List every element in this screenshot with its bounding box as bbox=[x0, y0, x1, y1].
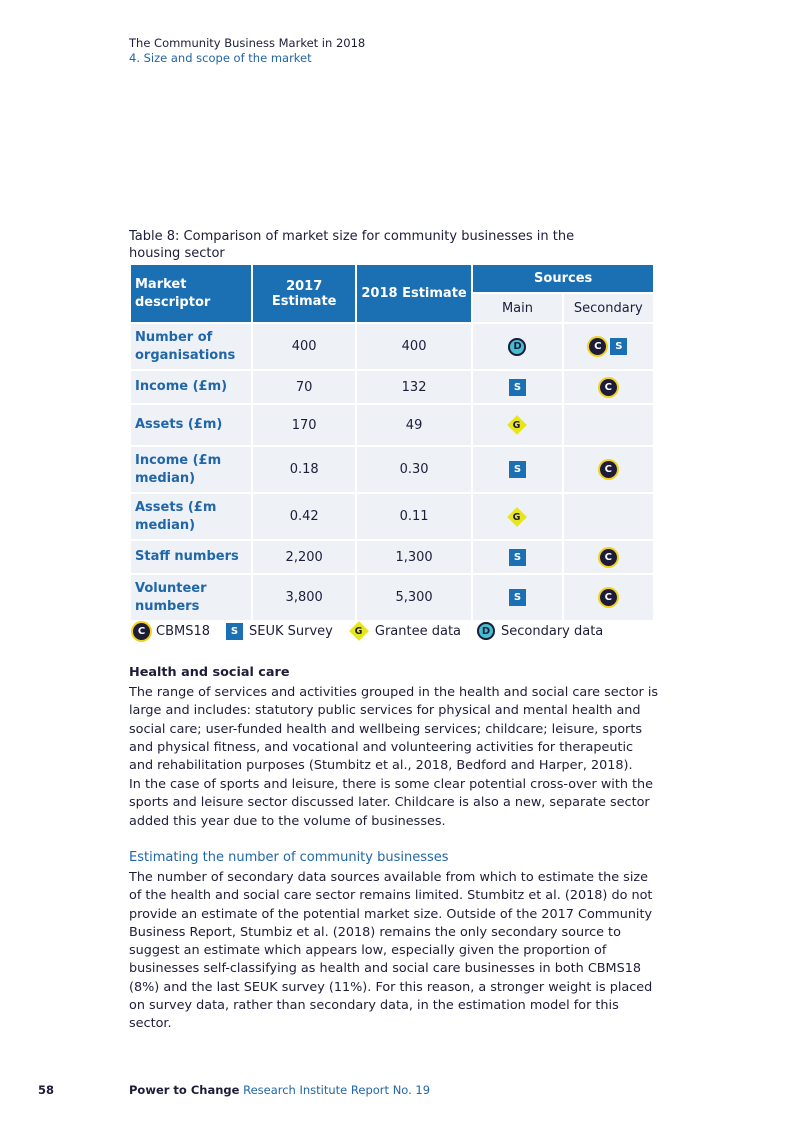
running-header bbox=[129, 36, 365, 66]
cell-source-main bbox=[473, 575, 561, 620]
legend-item-secondary bbox=[477, 622, 603, 640]
seuk-badge-icon: S bbox=[610, 338, 627, 355]
cbms18-badge-icon: C bbox=[589, 338, 606, 355]
footer-report bbox=[129, 1083, 430, 1097]
cell-2018-estimate: 0.30 bbox=[357, 447, 471, 492]
health-social-care-heading: Health and social care bbox=[129, 665, 290, 680]
row-label: Income (£m) bbox=[131, 371, 251, 403]
cell-source-secondary bbox=[564, 371, 653, 403]
table-row bbox=[131, 371, 653, 403]
table-row bbox=[131, 541, 653, 573]
estimating-paragraph: The number of secondary data sources available from which to estimate the size of the health and social care sector remains limited. Stumbitz et al. (2018) do not provide an estimate of the potential market size. Outside of the 2017 Community Business Report, Stumbiz et al. (2018) remains the only secondary source to suggest an estimate which appears low, especially given the proportion of businesses self-classifying as health and social care businesses in both CBMS18 (8%) and the last SEUK survey (11%). For this reason, a stronger weight is placed on survey data, rather than secondary data, in the estimation model for this sector. bbox=[129, 870, 653, 1032]
grantee-badge-icon: G bbox=[349, 621, 369, 641]
page-number: 58 bbox=[38, 1083, 55, 1097]
seuk-badge-icon: S bbox=[226, 623, 243, 640]
row-label: Assets (£m) bbox=[131, 405, 251, 445]
estimating-heading: Estimating the number of community businesses bbox=[129, 850, 449, 865]
cell-source-secondary bbox=[564, 324, 653, 369]
legend-label: Secondary data bbox=[501, 623, 604, 639]
cell-2017-estimate: 0.18 bbox=[253, 447, 354, 492]
cell-source-main bbox=[473, 541, 561, 573]
footer-report-title: Research Institute Report No. 19 bbox=[243, 1083, 431, 1097]
cell-source-main bbox=[473, 371, 561, 403]
row-label: Number of organisations bbox=[131, 324, 251, 369]
cell-2018-estimate: 1,300 bbox=[357, 541, 471, 573]
secondary-data-badge-icon: D bbox=[477, 622, 495, 640]
cell-2018-estimate: 49 bbox=[357, 405, 471, 445]
legend-item-grantee bbox=[349, 621, 461, 641]
row-label: Assets (£m median) bbox=[131, 494, 251, 539]
section-title: 4. Size and scope of the market bbox=[129, 51, 312, 65]
cell-2017-estimate: 3,800 bbox=[253, 575, 354, 620]
header-secondary: Secondary bbox=[564, 294, 653, 322]
document-title: The Community Business Market in 2018 bbox=[129, 36, 366, 50]
cell-source-secondary bbox=[564, 405, 653, 445]
source-legend bbox=[133, 621, 619, 641]
row-label: Volunteer numbers bbox=[131, 575, 251, 620]
cell-2018-estimate: 0.11 bbox=[357, 494, 471, 539]
table-caption: Table 8: Comparison of market size for community businesses in the housing sector bbox=[129, 229, 575, 261]
seuk-badge-icon: S bbox=[509, 549, 526, 566]
health-paragraph-1: The range of services and activities grouped in the health and social care sector is large and includes: statutory public services for physical and mental health and social care; user-funded health and wellbeing services; childcare; leisure, sports and physical fitness, and vocational and volunteering activities for therapeutic and rehabilitation purposes (Stumbitz et al., 2018, Bedford and Harper, 2018). bbox=[129, 685, 659, 774]
cell-source-main bbox=[473, 405, 561, 445]
cell-source-main bbox=[473, 324, 561, 369]
legend-label: Grantee data bbox=[374, 623, 462, 639]
cell-2018-estimate: 5,300 bbox=[357, 575, 471, 620]
cell-source-main bbox=[473, 447, 561, 492]
cell-2017-estimate: 2,200 bbox=[253, 541, 354, 573]
cell-source-secondary bbox=[564, 541, 653, 573]
row-label: Income (£m median) bbox=[131, 447, 251, 492]
table-row bbox=[131, 405, 653, 445]
table-row bbox=[131, 324, 653, 369]
table-row bbox=[131, 447, 653, 492]
cell-source-main bbox=[473, 494, 561, 539]
cbms18-badge-icon: C bbox=[600, 549, 617, 566]
seuk-badge-icon: S bbox=[509, 379, 526, 396]
header-2018-estimate: 2018 Estimate bbox=[357, 265, 471, 322]
legend-item-seuk bbox=[226, 623, 333, 640]
header-2017-estimate: 2017 Estimate bbox=[253, 265, 354, 322]
cell-2017-estimate: 70 bbox=[253, 371, 354, 403]
row-label: Staff numbers bbox=[131, 541, 251, 573]
legend-item-cbms18 bbox=[133, 623, 210, 640]
table-row bbox=[131, 575, 653, 620]
table-body bbox=[131, 324, 653, 620]
header-market-descriptor: Market descriptor bbox=[131, 265, 251, 322]
cell-2017-estimate: 0.42 bbox=[253, 494, 354, 539]
cell-source-secondary bbox=[564, 447, 653, 492]
health-paragraph-2: In the case of sports and leisure, there is some clear potential cross-over with the sports and leisure sector discussed later. Childcare is also a new, separate sector added this year due to the volume of businesses. bbox=[129, 777, 654, 829]
seuk-badge-icon: S bbox=[509, 461, 526, 478]
cell-2018-estimate: 132 bbox=[357, 371, 471, 403]
seuk-badge-icon: S bbox=[509, 589, 526, 606]
cell-2017-estimate: 170 bbox=[253, 405, 354, 445]
cell-2017-estimate: 400 bbox=[253, 324, 354, 369]
market-size-table bbox=[129, 263, 655, 622]
cbms18-badge-icon: C bbox=[133, 623, 150, 640]
legend-label: SEUK Survey bbox=[249, 623, 333, 639]
header-main: Main bbox=[473, 294, 561, 322]
cbms18-badge-icon: C bbox=[600, 379, 617, 396]
secondary-data-badge-icon: D bbox=[508, 338, 526, 356]
cell-source-secondary bbox=[564, 575, 653, 620]
legend-label: CBMS18 bbox=[156, 623, 211, 639]
grantee-badge-icon: G bbox=[508, 415, 528, 435]
footer-brand: Power to Change bbox=[129, 1083, 240, 1097]
table-row bbox=[131, 494, 653, 539]
cbms18-badge-icon: C bbox=[600, 589, 617, 606]
grantee-badge-icon: G bbox=[508, 507, 528, 527]
cell-source-secondary bbox=[564, 494, 653, 539]
cbms18-badge-icon: C bbox=[600, 461, 617, 478]
header-sources: Sources bbox=[473, 265, 653, 292]
cell-2018-estimate: 400 bbox=[357, 324, 471, 369]
